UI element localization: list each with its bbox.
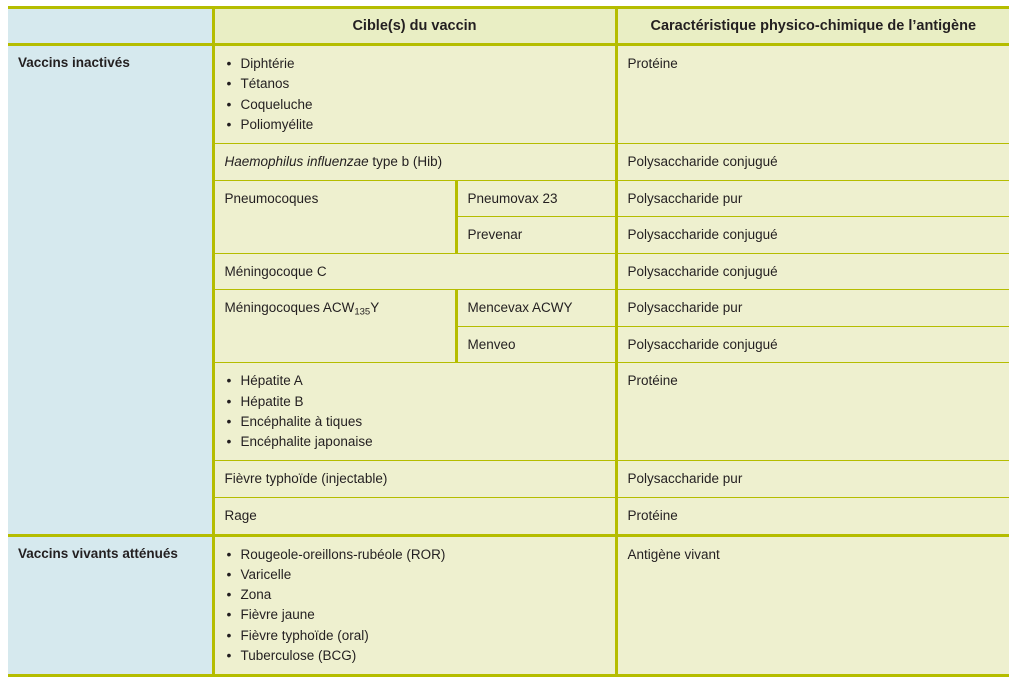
- vaccine-table: [8, 6, 1009, 677]
- target-cell-meningocoque-c: Méningocoque C: [213, 253, 616, 290]
- category-label-inactives: Vaccins inactivés: [8, 45, 213, 536]
- characteristic-cell: Polysaccharide conjugué: [616, 326, 1009, 363]
- characteristic-cell: Protéine: [616, 363, 1009, 461]
- list-item: • Hépatite A: [225, 371, 605, 391]
- target-bullet-list: [225, 545, 605, 667]
- characteristic-cell: Protéine: [616, 497, 1009, 535]
- list-item: • Fièvre jaune: [225, 605, 605, 625]
- list-item: • Poliomyélite: [225, 115, 605, 135]
- target-species-name: Haemophilus influenzae: [224, 154, 369, 169]
- list-item: • Coqueluche: [225, 95, 605, 115]
- characteristic-cell: Polysaccharide pur: [616, 180, 1009, 217]
- target-cell-fievre-typhoide-injectable: Fièvre typhoïde (injectable): [213, 461, 616, 498]
- brand-cell: Pneumovax 23: [456, 180, 616, 217]
- target-species-suffix: type b (Hib): [368, 154, 443, 169]
- list-item: • Zona: [225, 585, 605, 605]
- list-item: • Encéphalite à tiques: [225, 412, 605, 432]
- table-row: [8, 535, 1009, 676]
- header-category-blank: [8, 8, 213, 45]
- table-body: [8, 45, 1009, 676]
- list-item: • Varicelle: [225, 565, 605, 585]
- list-item: • Tétanos: [225, 74, 605, 94]
- table-header-row: [8, 8, 1009, 45]
- characteristic-cell: Protéine: [616, 45, 1009, 144]
- target-bullet-list: [225, 54, 605, 135]
- target-cell-hib: [213, 144, 616, 181]
- list-item: • Hépatite B: [225, 392, 605, 412]
- target-cell-list: [213, 45, 616, 144]
- characteristic-cell: Polysaccharide conjugué: [616, 217, 1009, 254]
- list-item: • Tuberculose (BCG): [225, 646, 605, 666]
- characteristic-cell: Polysaccharide pur: [616, 290, 1009, 327]
- vaccine-table-container: [8, 6, 1009, 663]
- brand-cell: Menveo: [456, 326, 616, 363]
- target-cell-rage: Rage: [213, 497, 616, 535]
- target-bullet-list: [225, 371, 605, 452]
- characteristic-cell: Antigène vivant: [616, 535, 1009, 676]
- characteristic-cell: Polysaccharide conjugué: [616, 253, 1009, 290]
- target-cell-list-hepatites: [213, 363, 616, 461]
- characteristic-cell: Polysaccharide conjugué: [616, 144, 1009, 181]
- target-cell-pneumocoques: Pneumocoques: [213, 180, 456, 253]
- table-row: [8, 45, 1009, 144]
- list-item: • Rougeole-oreillons-rubéole (ROR): [225, 545, 605, 565]
- target-cell-meningocoques-acw135y: [213, 290, 456, 363]
- list-item: • Encéphalite japonaise: [225, 432, 605, 452]
- target-prefix: Méningocoques ACW: [224, 300, 355, 316]
- header-target: Cible(s) du vaccin: [213, 8, 616, 45]
- brand-cell: Mencevax ACWY: [456, 290, 616, 327]
- list-item: • Diphtérie: [225, 54, 605, 74]
- target-subscript: 135: [354, 306, 371, 318]
- table-header: [8, 8, 1009, 45]
- target-cell-list-vivants: [213, 535, 616, 676]
- list-item: • Fièvre typhoïde (oral): [225, 626, 605, 646]
- characteristic-cell: Polysaccharide pur: [616, 461, 1009, 498]
- brand-cell: Prevenar: [456, 217, 616, 254]
- header-characteristic: Caractéristique physico-chimique de l’antigène: [616, 8, 1009, 45]
- target-suffix: Y: [370, 300, 380, 316]
- category-label-vivants: Vaccins vivants atténués: [8, 535, 213, 676]
